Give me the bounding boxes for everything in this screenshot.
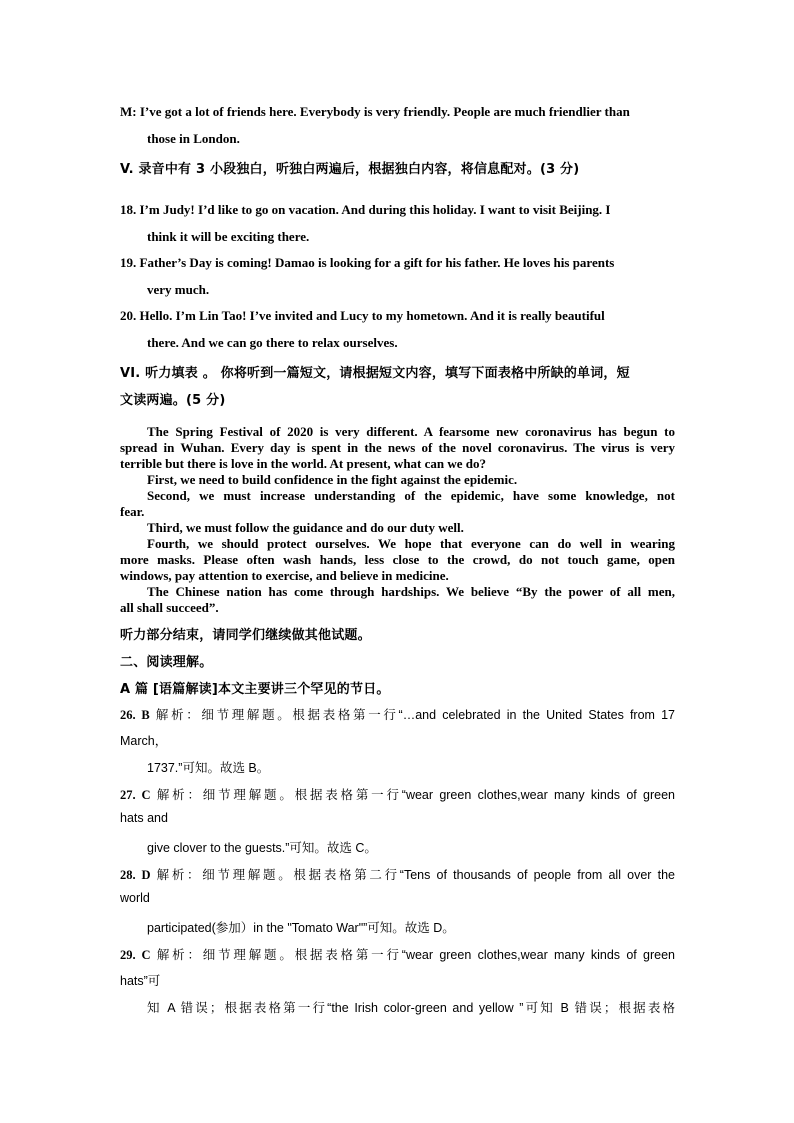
- passage-line: windows, pay attention to exercise, and believe in medicine.: [120, 568, 449, 583]
- item-18-line2: think it will be exciting there.: [147, 229, 310, 244]
- answer-28-line1: [120, 865, 675, 883]
- passage-line: Second, we must increase understanding of the epidemic, have some knowledge, not: [147, 488, 675, 503]
- answer-27-line2: hats and: [120, 811, 168, 825]
- passage-line: all shall succeed”.: [120, 600, 219, 615]
- answer-26-line1: [120, 705, 675, 723]
- answer-29-text: 解析：细节理解题。根据表格第一行“wear green clothes,wear many kinds of green: [150, 948, 675, 962]
- passage-line: Fourth, we should protect ourselves. We hope that everyone can do well in wearing: [147, 536, 675, 551]
- section-6-heading-line2: 文读两遍。(5 分): [120, 393, 226, 408]
- answer-27-line3: give clover to the guests.”可知。故选 C。: [147, 841, 377, 855]
- item-18-line1: 18. I’m Judy! I’d like to go on vacation. And during this holiday. I want to visit Beijing. I: [120, 202, 611, 217]
- answer-29-line3: 知 A 错误；根据表格第一行“the Irish color-green and yellow ”可知 B 错误；根据表格: [147, 1001, 675, 1015]
- section-6-heading-line1: VI. 听力填表 。 你将听到一篇短文，请根据短文内容，填写下面表格中所缺的单词，短: [120, 366, 630, 381]
- answer-27-number: 27. C: [120, 788, 151, 802]
- answer-26-text: 解析：细节理解题。根据表格第一行“…and celebrated in the United States from 17: [149, 708, 675, 722]
- answer-28-line3: participated(参加）in the "Tomato War"”可知。故选 D。: [147, 921, 455, 935]
- dialogue-m-line1: M: I’ve got a lot of friends here. Everybody is very friendly. People are much friendlier than: [120, 104, 630, 119]
- passage-a-heading: A 篇 [语篇解读]本文主要讲三个罕见的节日。: [120, 682, 390, 697]
- answer-29-line1: [120, 945, 675, 963]
- passage-line: more masks. Please often wash hands, less close to the crowd, do not touch game, open: [120, 552, 675, 567]
- answer-26-number: 26. B: [120, 708, 150, 722]
- item-20-line2: there. And we can go there to relax ourselves.: [147, 335, 398, 350]
- item-19-line1: 19. Father’s Day is coming! Damao is looking for a gift for his father. He loves his parents: [120, 255, 615, 270]
- item-20-line1: 20. Hello. I’m Lin Tao! I’ve invited and Lucy to my hometown. And it is really beautiful: [120, 308, 605, 323]
- passage-line: First, we need to build confidence in the fight against the epidemic.: [147, 472, 518, 487]
- answer-29-line2: hats”可: [120, 974, 161, 988]
- passage-line: spread in Wuhan. Every day is spent in the news of the novel coronavirus. The virus is very: [120, 440, 675, 455]
- passage-line: fear.: [120, 504, 145, 519]
- passage-line: The Chinese nation has come through hardships. We believe “By the power of all men,: [147, 584, 675, 599]
- answer-28-number: 28. D: [120, 868, 151, 882]
- answer-26-line3: 1737.”可知。故选 B。: [147, 761, 270, 775]
- answer-28-text: 解析：细节理解题。根据表格第二行“Tens of thousands of people from all over the: [150, 868, 676, 882]
- dialogue-m-line2: those in London.: [147, 131, 240, 146]
- answer-29-number: 29. C: [120, 948, 151, 962]
- passage-line: Third, we must follow the guidance and do our duty well.: [147, 520, 464, 535]
- item-19-line2: very much.: [147, 282, 210, 297]
- answer-26-line2: March，: [120, 734, 168, 748]
- answer-27-text: 解析：细节理解题。根据表格第一行“wear green clothes,wear many kinds of green: [150, 788, 675, 802]
- answer-28-line2: world: [120, 891, 150, 905]
- passage-line: The Spring Festival of 2020 is very different. A fearsome new coronavirus has begun to: [147, 424, 675, 439]
- answer-27-line1: [120, 785, 675, 803]
- part-2-heading: 二、阅读理解。: [120, 655, 213, 670]
- end-listening-note: 听力部分结束，请同学们继续做其他试题。: [120, 628, 371, 643]
- section-5-heading: V. 录音中有 3 小段独白，听独白两遍后，根据独白内容，将信息配对。(3 分): [120, 162, 580, 177]
- passage-line: terrible but there is love in the world. At present, what can we do?: [120, 456, 487, 471]
